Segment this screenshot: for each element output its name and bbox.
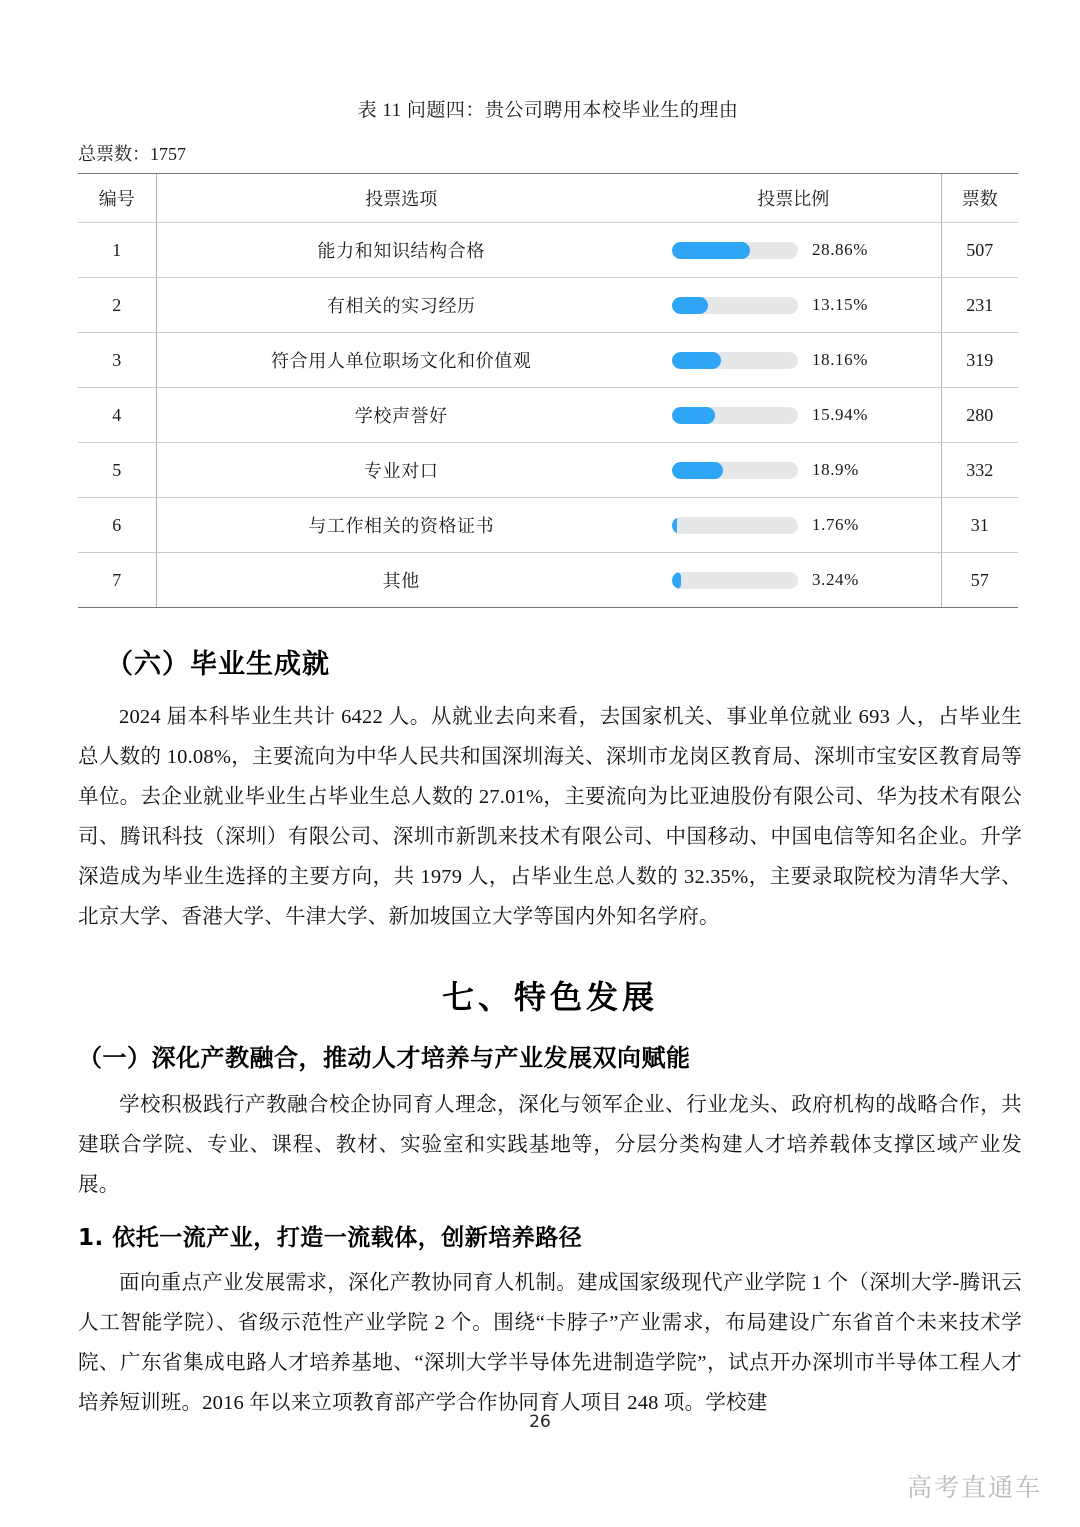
page-number: 26 — [529, 1412, 551, 1432]
ratio-percent-label: 1.76% — [812, 515, 859, 534]
progress-bar-track — [672, 407, 798, 424]
progress-bar-fill — [672, 352, 721, 369]
cell-no: 1 — [78, 223, 156, 278]
table-row — [78, 443, 1018, 498]
cell-option: 能力和知识结构合格 — [156, 223, 646, 278]
cell-ratio — [646, 498, 941, 553]
progress-bar-track — [672, 462, 798, 479]
ratio-percent-label: 18.16% — [812, 350, 869, 369]
section-heading-industry-education: （一）深化产教融合，推动人才培养与产业发展双向赋能 — [78, 1044, 691, 1072]
ratio-percent-label: 15.94% — [812, 405, 869, 424]
cell-option: 有相关的实习经历 — [156, 278, 646, 333]
progress-bar-fill — [672, 297, 708, 314]
cell-count: 57 — [941, 553, 1018, 608]
cell-count: 280 — [941, 388, 1018, 443]
progress-bar-fill — [672, 517, 677, 534]
table-row — [78, 498, 1018, 553]
watermark: 高考直通车 — [906, 1473, 1042, 1502]
section-heading-graduate-achievement: （六）毕业生成就 — [106, 649, 330, 680]
progress-bar-track — [672, 242, 798, 259]
cell-no: 3 — [78, 333, 156, 388]
progress-bar-fill — [672, 462, 723, 479]
ratio-bar-wrapper — [646, 223, 941, 277]
progress-bar-fill — [672, 242, 750, 259]
cell-ratio — [646, 388, 941, 443]
cell-count: 507 — [941, 223, 1018, 278]
ratio-bar-wrapper — [646, 333, 941, 387]
section-heading-first-class-industry: 1. 依托一流产业，打造一流载体，创新培养路径 — [78, 1225, 583, 1251]
table-caption: 表 11 问题四：贵公司聘用本校毕业生的理由 — [357, 100, 739, 121]
ratio-percent-label: 3.24% — [812, 570, 859, 589]
cell-ratio — [646, 443, 941, 498]
table-row — [78, 223, 1018, 278]
cell-ratio — [646, 553, 941, 608]
total-votes-label: 总票数：1757 — [78, 144, 186, 164]
cell-option: 专业对口 — [156, 443, 646, 498]
cell-ratio — [646, 333, 941, 388]
ratio-bar-wrapper — [646, 278, 941, 332]
ratio-bar-wrapper — [646, 443, 941, 497]
cell-count: 319 — [941, 333, 1018, 388]
progress-bar-track — [672, 517, 798, 534]
ratio-percent-label: 18.9% — [812, 460, 859, 479]
cell-no: 5 — [78, 443, 156, 498]
cell-ratio — [646, 278, 941, 333]
cell-option: 符合用人单位职场文化和价值观 — [156, 333, 646, 388]
cell-option: 与工作相关的资格证书 — [156, 498, 646, 553]
column-header-no: 编号 — [78, 174, 156, 223]
column-header-ratio: 投票比例 — [646, 174, 941, 223]
cell-count: 231 — [941, 278, 1018, 333]
ratio-percent-label: 28.86% — [812, 240, 869, 259]
ratio-bar-wrapper — [646, 553, 941, 607]
cell-count: 332 — [941, 443, 1018, 498]
ratio-percent-label: 13.15% — [812, 295, 869, 314]
table-row — [78, 333, 1018, 388]
paragraph-industry-education: 学校积极践行产教融合校企协同育人理念，深化与领军企业、行业龙头、政府机构的战略合作，共建联合学院、专业、课程、教材、实验室和实践基地等，分层分类构建人才培养载体支撑区域产业发展。 — [78, 1094, 1022, 1196]
progress-bar-track — [672, 572, 798, 589]
cell-no: 7 — [78, 553, 156, 608]
column-header-option: 投票选项 — [156, 174, 646, 223]
cell-count: 31 — [941, 498, 1018, 553]
document-content — [78, 645, 1022, 1429]
paragraph-graduate-achievement: 2024 届本科毕业生共计 6422 人。从就业去向来看，去国家机关、事业单位就业 693 人，占毕业生总人数的 10.08%，主要流向为中华人民共和国深圳海关、深圳市龙岗区教育局、深圳市宝安区教育局等单位。去企业就业毕业生占毕业生总人数的 27.01%，主要流向为比亚迪股份有限公司、华为技术有限公司、腾讯科技（深圳）有限公司、深圳市新凯来技术有限公司、中国移动、中国电信等知名企业。升学深造成为毕业生选择的主要方向，共 1979 人，占毕业生总人数的 32.35%，主要录取院校为清华大学、北京大学、香港大学、牛津大学、新加坡国立大学等国内外知名学府。 — [78, 706, 1022, 928]
ratio-bar-wrapper — [646, 388, 941, 442]
paragraph-first-class-industry: 面向重点产业发展需求，深化产教协同育人机制。建成国家级现代产业学院 1 个（深圳大学-腾讯云人工智能学院）、省级示范性产业学院 2 个。围绕“卡脖子”产业需求，布局建设广东省首个未来技术学院、广东省集成电路人才培养基地、“深圳大学半导体先进制造学院”，试点开办深圳市半导体工程人才培养短训班。2016 年以来立项教育部产学合作协同育人项目 248 项。学校建 — [78, 1272, 1022, 1414]
progress-bar-track — [672, 352, 798, 369]
cell-ratio — [646, 223, 941, 278]
vote-table-block — [78, 98, 1018, 608]
table-row — [78, 278, 1018, 333]
progress-bar-fill — [672, 407, 715, 424]
table-row — [78, 388, 1018, 443]
vote-table — [78, 173, 1018, 608]
table-header-row — [78, 174, 1018, 223]
table-body — [78, 223, 1018, 608]
progress-bar-track — [672, 297, 798, 314]
cell-no: 4 — [78, 388, 156, 443]
progress-bar-fill — [672, 572, 681, 589]
cell-option: 学校声誉好 — [156, 388, 646, 443]
table-head — [78, 174, 1018, 223]
cell-option: 其他 — [156, 553, 646, 608]
column-header-count: 票数 — [941, 174, 1018, 223]
cell-no: 6 — [78, 498, 156, 553]
table-row — [78, 553, 1018, 608]
chapter-heading: 七、特色发展 — [441, 978, 658, 1016]
cell-no: 2 — [78, 278, 156, 333]
ratio-bar-wrapper — [646, 498, 941, 552]
